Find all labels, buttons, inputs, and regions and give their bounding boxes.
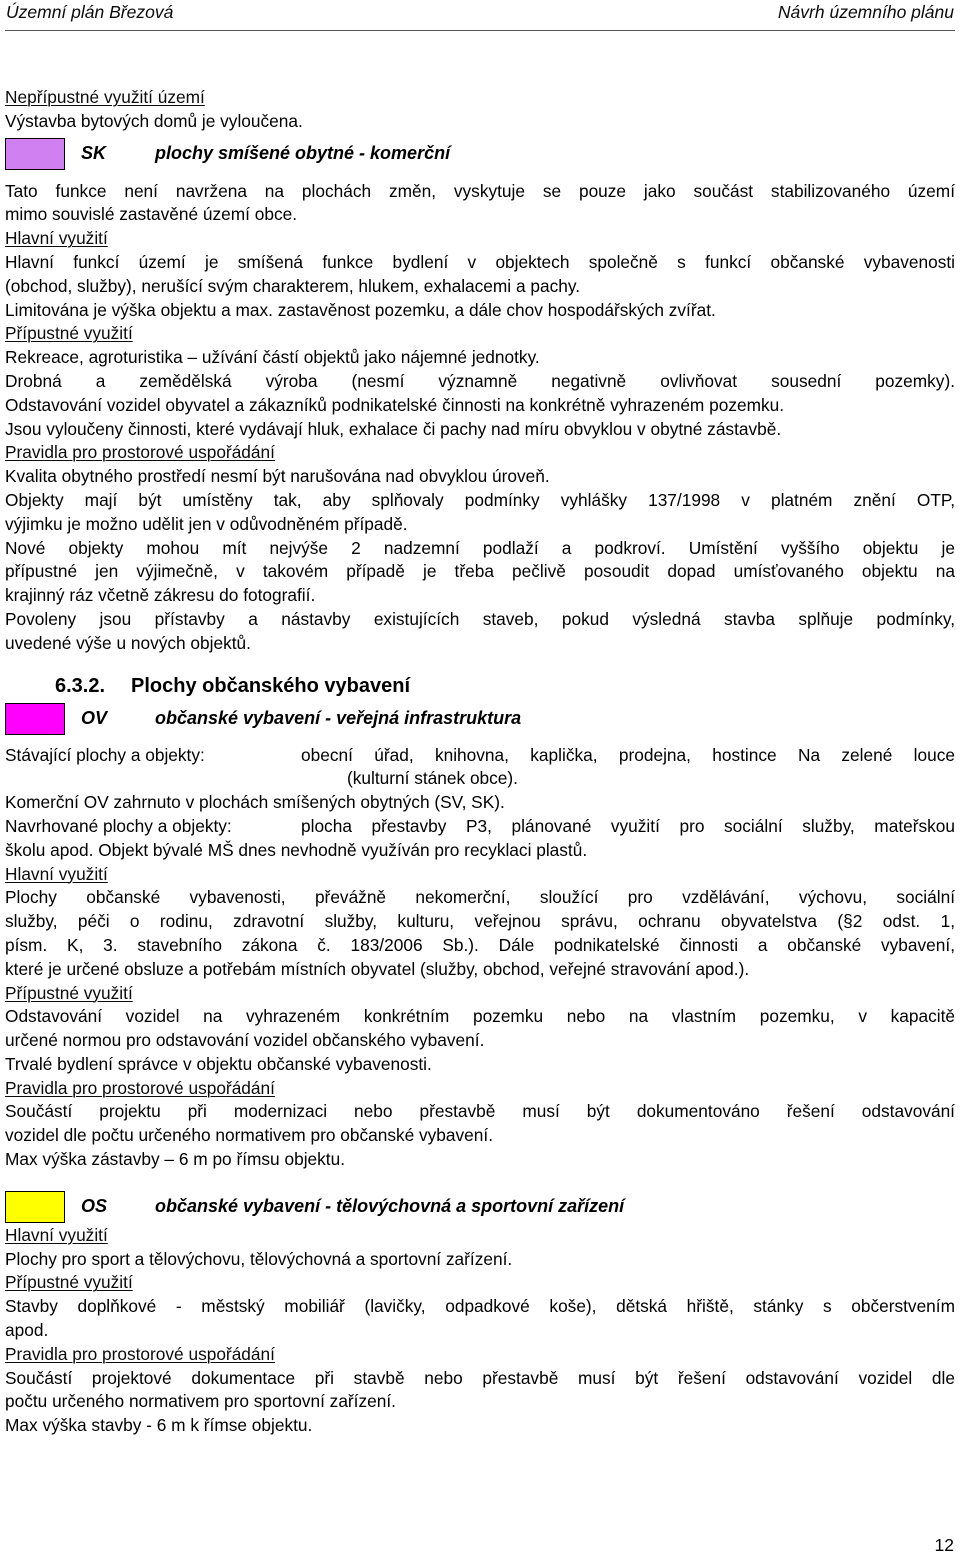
- os-pripustne-line: Stavby doplňkové - městský mobiliář (lavičky, odpadkové koše), dětská hřiště, stánky s občerstvením: [5, 1296, 955, 1317]
- ov-navrh-value-box: [301, 815, 955, 839]
- ov-stavajici-value: [301, 744, 955, 792]
- os-color-swatch: [5, 1191, 65, 1223]
- ov-hlavni-line: Plochy občanské vybavenosti, převážně nekomerční, sloužící pro vzdělávání, výchovu, sociální: [5, 887, 955, 908]
- os-heading-pravidla: Pravidla pro prostorové uspořádání: [5, 1343, 275, 1364]
- sk-pripustne-line: Jsou vyloučeny činnosti, které vydávají hluk, exhalace či pachy nad míru obvyklou v obytné zástavbě.: [5, 418, 782, 439]
- sk-pravidla-line: krajinný ráz včetně zákresu do fotografií.: [5, 585, 316, 606]
- ov-heading-pravidla: Pravidla pro prostorové uspořádání: [5, 1077, 275, 1098]
- sk-pravidla-line: Objekty mají být umístěny tak, aby splňovaly podmínky vyhlášky 137/1998 v platném znění OTP,: [5, 489, 955, 510]
- header-document-stage: Návrh územního plánu: [777, 2, 954, 22]
- page-number: 12: [934, 1535, 954, 1555]
- sk-pravidla-line: Povoleny jsou přístavby a nástavby existujících staveb, pokud výsledná stavba splňuje podmínky,: [5, 608, 955, 629]
- sk-heading-hlavni: Hlavní využití: [5, 228, 108, 249]
- sk-code: SK: [81, 142, 107, 163]
- document-body: [5, 86, 955, 1438]
- os-heading-pripustne: Přípustné využití: [5, 1272, 133, 1293]
- os-pravidla-line: Max výška stavby - 6 m k římse objektu.: [5, 1415, 313, 1436]
- sk-pripustne-line: Drobná a zemědělská výroba (nesmí významně negativně ovlivňovat sousední pozemky).: [5, 370, 955, 391]
- sk-pravidla-line: Nové objekty mohou mít nejvýše 2 nadzemní podlaží a podkroví. Umístění vyššího objektu je: [5, 537, 955, 558]
- sk-heading-pripustne: Přípustné využití: [5, 323, 133, 344]
- ov-stavajici-row: [5, 744, 955, 792]
- sk-color-swatch: [5, 138, 65, 170]
- sk-hlavni-line: Limitována je výška objektu a max. zastavěnost pozemku, a dále chov hospodářských zvířat.: [5, 299, 716, 320]
- os-heading-hlavni: Hlavní využití: [5, 1224, 108, 1245]
- os-hlavni-line: Plochy pro sport a tělovýchovu, tělovýchovná a sportovní zařízení.: [5, 1248, 513, 1269]
- ov-pravidla-line: Součástí projektu při modernizaci nebo přestavbě musí být dokumentováno řešení odstavování: [5, 1101, 955, 1122]
- ov-pripustne-line: určené normou pro odstavování vozidel občanského vybavení.: [5, 1030, 485, 1051]
- ov-heading-hlavni: Hlavní využití: [5, 863, 108, 884]
- ov-hlavni-line: služby, péči o rodinu, zdravotní služby, kulturu, veřejnou správu, ochranu obyvatelstva (§2 odst. 1,: [5, 911, 955, 932]
- sk-pravidla-line: výjimku je možno udělit jen v odůvodněném případě.: [5, 513, 408, 534]
- sk-pripustne-line: Rekreace, agroturistika – užívání částí objektů jako nájemné jednotky.: [5, 347, 540, 368]
- ov-stavajici-line: (kulturní stánek obce).: [347, 768, 518, 789]
- os-pravidla-line: Součástí projektové dokumentace při stavbě nebo přestavbě musí být řešení odstavování vozidel dle: [5, 1367, 955, 1388]
- sk-intro-line: mimo souvislé zastavěné území obce.: [5, 204, 297, 225]
- section-title: Plochy občanského vybavení: [131, 674, 410, 697]
- ov-navrh-label: Navrhované plochy a objekty:: [5, 815, 232, 836]
- os-title: občanské vybavení - tělovýchovná a sportovní zařízení: [155, 1195, 625, 1216]
- ov-color-swatch: [5, 703, 65, 735]
- category-sk-header: [5, 134, 955, 174]
- sk-pravidla-line: přípustné jen výjimečně, v takovém případě je třeba pečlivě posoudit dopad umísťovaného objektu na: [5, 561, 955, 582]
- os-pravidla-line: počtu určeného normativem pro sportovní zařízení.: [5, 1391, 396, 1412]
- sk-intro-line: Tato funkce není navržena na plochách změn, vyskytuje se pouze jako součást stabilizovaného území: [5, 180, 955, 201]
- header-divider: [5, 30, 955, 31]
- sk-hlavni-line: Hlavní funkcí území je smíšená funkce bydlení v objektech společně s funkcí občanské vybavenosti: [5, 251, 955, 272]
- ov-stavajici-label: Stávající plochy a objekty:: [5, 744, 205, 765]
- os-pripustne-line: apod.: [5, 1320, 49, 1341]
- ov-title: občanské vybavení - veřejná infrastruktura: [155, 707, 522, 728]
- section-number: 6.3.2.: [55, 674, 106, 697]
- sk-hlavni-line: (obchod, služby), nerušící svým charakterem, hlukem, exhalacemi a pachy.: [5, 275, 580, 296]
- category-os-header: [5, 1190, 955, 1224]
- os-code: OS: [81, 1195, 108, 1216]
- sk-title: plochy smíšené obytné - komerční: [155, 142, 451, 163]
- section-heading: [5, 672, 955, 702]
- ov-pravidla-line: Max výška zástavby – 6 m po římsu objektu.: [5, 1149, 345, 1170]
- ov-navrh-value: plocha přestavby P3, plánované využití pro sociální služby, mateřskou: [301, 815, 955, 836]
- ov-heading-pripustne: Přípustné využití: [5, 982, 133, 1003]
- ov-pripustne-line: Trvalé bydlení správce v objektu občanské vybavenosti.: [5, 1053, 432, 1074]
- ov-navrh-row: [5, 815, 955, 839]
- paragraph: Výstavba bytových domů je vyloučena.: [5, 110, 303, 131]
- category-ov-header: [5, 702, 955, 736]
- sk-pravidla-line: Kvalita obytného prostředí nesmí být narušována nad obvyklou úroveň.: [5, 466, 550, 487]
- ov-komercni: Komerční OV zahrnuto v plochách smíšených obytných (SV, SK).: [5, 792, 505, 813]
- header-document-title: Územní plán Březová: [6, 2, 174, 22]
- ov-hlavni-line: písm. K, 3. stavebního zákona č. 183/2006 Sb.). Dále podnikatelské činnosti a občanské vybavení,: [5, 934, 955, 955]
- ov-pripustne-line: Odstavování vozidel na vyhrazeném konkrétním pozemku nebo na vlastním pozemku, v kapacitě: [5, 1006, 955, 1027]
- ov-pravidla-line: vozidel dle počtu určeného normativem pro občanské vybavení.: [5, 1125, 493, 1146]
- heading-nepripustne: Nepřípustné využití území: [5, 87, 205, 107]
- ov-hlavni-line: které je určené obsluze a potřebám místních obyvatel (služby, obchod, veřejné stravování apod.).: [5, 958, 750, 979]
- sk-heading-pravidla: Pravidla pro prostorové uspořádání: [5, 442, 275, 463]
- sk-pravidla-line: uvedené výše u nových objektů.: [5, 632, 251, 653]
- ov-navrh-cont: školu apod. Objekt bývalé MŠ dnes nevhodně využíván pro recyklaci plastů.: [5, 839, 588, 860]
- sk-pripustne-line: Odstavování vozidel obyvatel a zákazníků podnikatelské činnosti na konkrétně vyhrazeném pozemku.: [5, 394, 785, 415]
- ov-code: OV: [81, 707, 108, 728]
- ov-stavajici-line: obecní úřad, knihovna, kaplička, prodejna, hostince Na zelené louce: [301, 744, 955, 765]
